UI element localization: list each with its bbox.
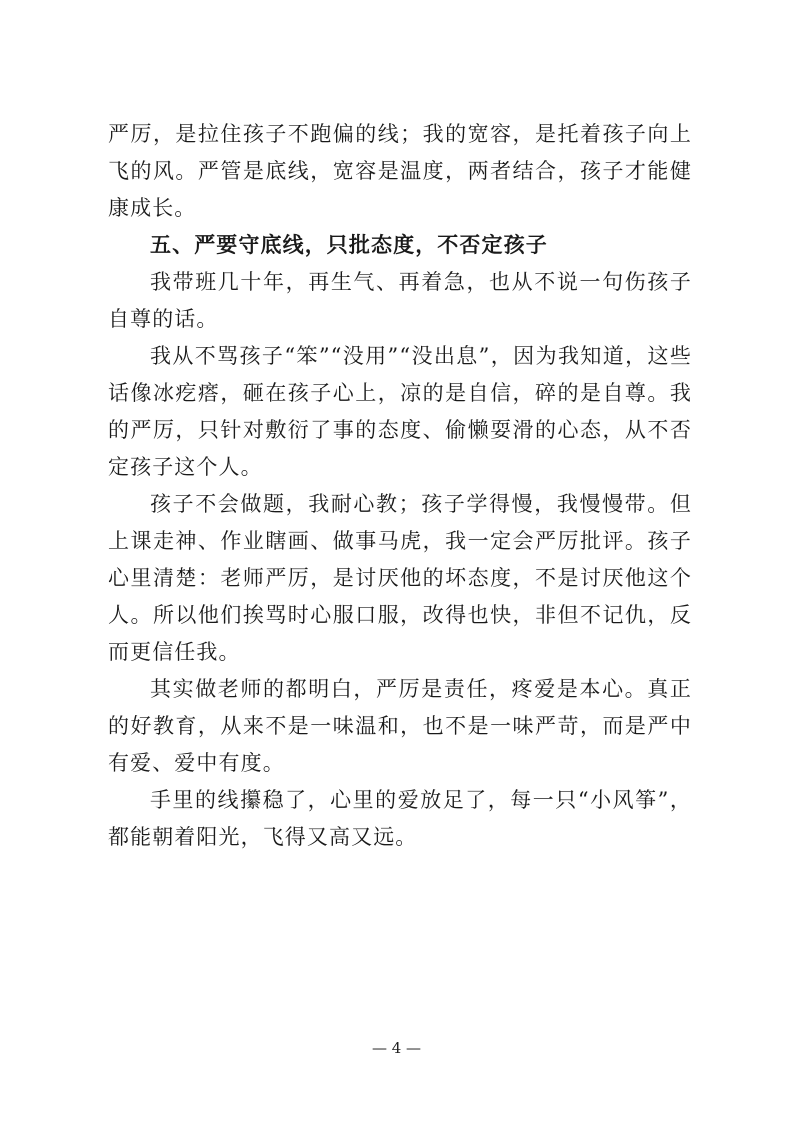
paragraph-continuation: 严厉，是拉住孩子不跑偏的线；我的宽容，是托着孩子向上飞的风。严管是底线，宽容是温度，两者结合，孩子才能健康成长。 bbox=[108, 122, 692, 220]
paragraph: 我从不骂孩子“笨”“没用”“没出息”，因为我知道，这些话像冰疙瘩，砸在孩子心上，凉的是自信，碎的是自尊。我的严厉，只针对敷衍了事的态度、偷懒耍滑的心态，从不否定孩子这个人。 bbox=[108, 344, 692, 479]
document-body bbox=[108, 116, 692, 856]
paragraph: 孩子不会做题，我耐心教；孩子学得慢，我慢慢带。但上课走神、作业瞎画、做事马虎，我一定会严厉批评。孩子心里清楚：老师严厉，是讨厌他的坏态度，不是讨厌他这个人。所以他们挨骂时心服口服，改得也快，非但不记仇，反而更信任我。 bbox=[108, 492, 692, 664]
page-number: — 4 — bbox=[371, 1039, 422, 1057]
paragraph: 其实做老师的都明白，严厉是责任，疼爱是本心。真正的好教育，从来不是一味温和，也不是一味严苛，而是严中有爱、爱中有度。 bbox=[108, 677, 692, 775]
paragraph: 手里的线攥稳了，心里的爱放足了，每一只“小风筝”，都能朝着阳光，飞得又高又远。 bbox=[108, 788, 692, 849]
paragraph: 我带班几十年，再生气、再着急，也从不说一句伤孩子自尊的话。 bbox=[108, 270, 692, 331]
section-heading: 五、严要守底线，只批态度，不否定孩子 bbox=[150, 233, 548, 257]
